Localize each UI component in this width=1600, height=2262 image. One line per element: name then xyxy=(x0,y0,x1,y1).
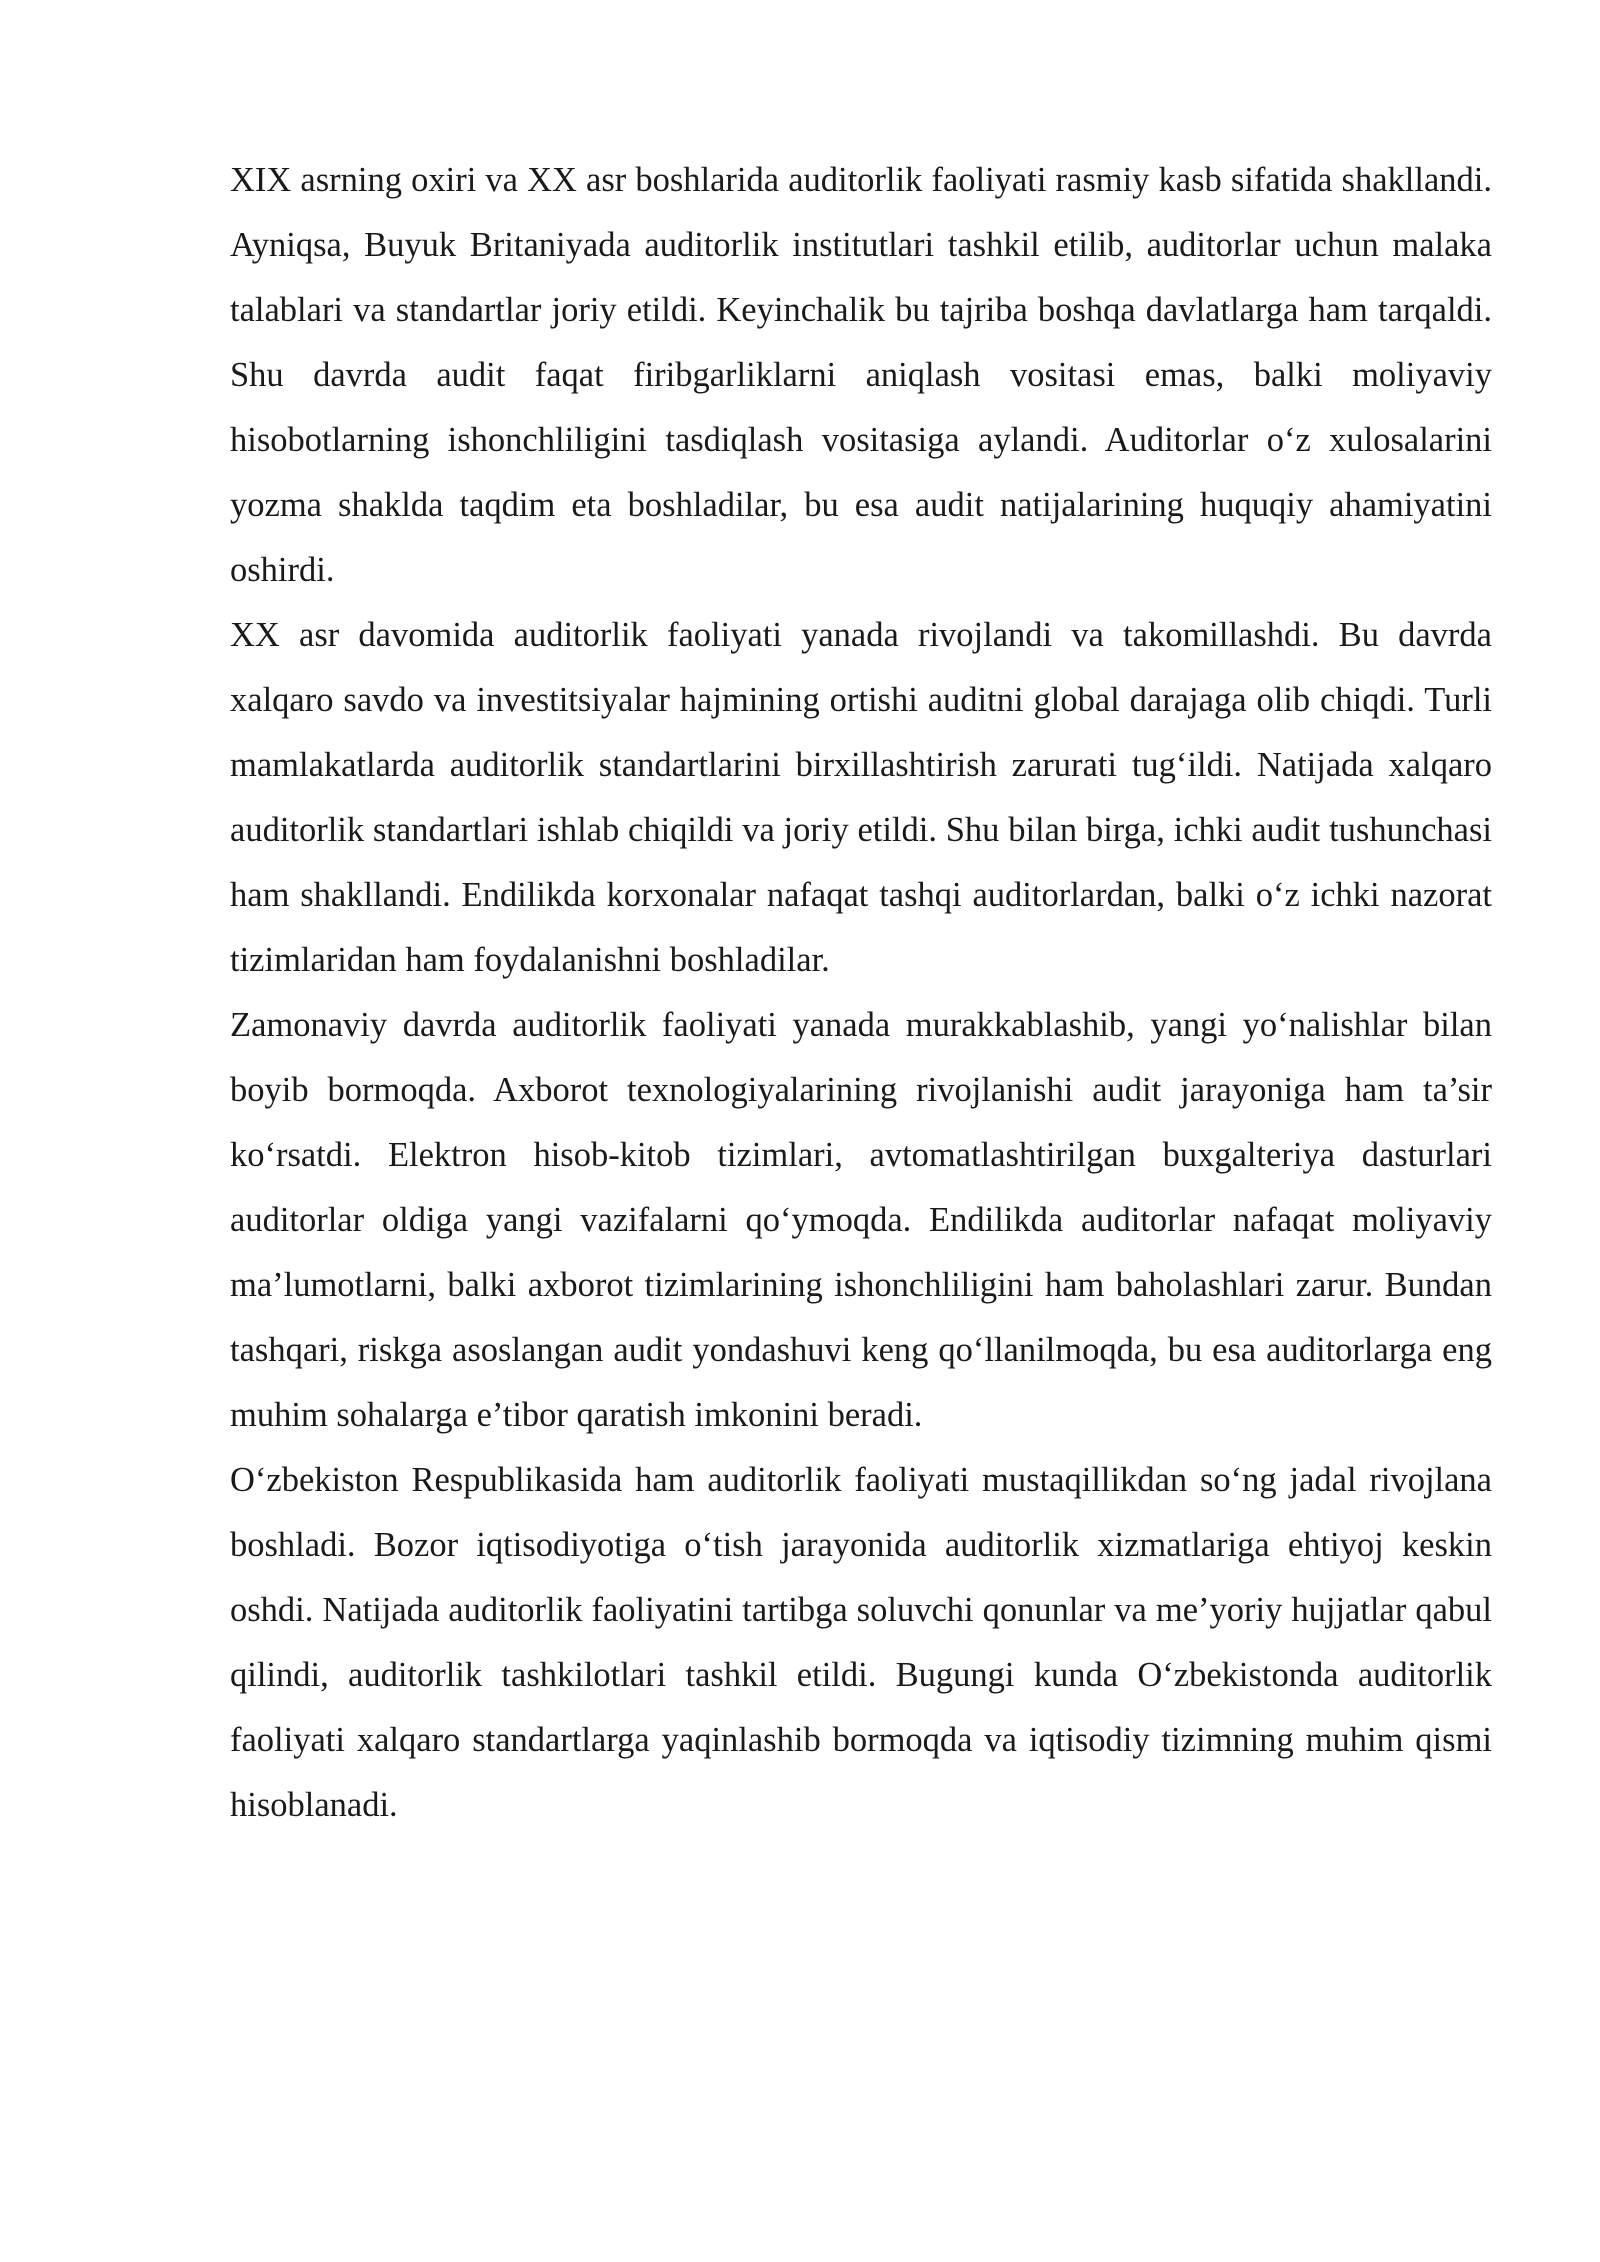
paragraph-1: XIX asrning oxiri va XX asr boshlarida auditorlik faoliyati rasmiy kasb sifatida shakllandi. Ayniqsa, Buyuk Britaniyada auditorlik institutlari tashkil etilib, auditorlar uchun malaka talablari va standartlar joriy etildi. Keyinchalik bu tajriba boshqa davlatlarga ham tarqaldi. Shu davrda audit faqat firibgarliklarni aniqlash vositasi emas, balki moliyaviy hisobotlarning ishonchliligini tasdiqlash vositasiga aylandi. Auditorlar oʻz xulosalarini yozma shaklda taqdim eta boshladilar, bu esa audit natijalarining huquqiy ahamiyatini oshirdi. xyxy=(230,161,1492,589)
document-body xyxy=(230,148,1492,1838)
paragraph-3: Zamonaviy davrda auditorlik faoliyati yanada murakkablashib, yangi yoʻnalishlar bilan boyib bormoqda. Axborot texnologiyalarining rivojlanishi audit jarayoniga ham ta’sir koʻrsatdi. Elektron hisob-kitob tizimlari, avtomatlashtirilgan buxgalteriya dasturlari auditorlar oldiga yangi vazifalarni qoʻymoqda. Endilikda auditorlar nafaqat moliyaviy ma’lumotlarni, balki axborot tizimlarining ishonchliligini ham baholashlari zarur. Bundan tashqari, riskga asoslangan audit yondashuvi keng qoʻllanilmoqda, bu esa auditorlarga eng muhim sohalarga e’tibor qaratish imkonini beradi. xyxy=(230,1006,1492,1434)
paragraph-2: XX asr davomida auditorlik faoliyati yanada rivojlandi va takomillashdi. Bu davrda xalqaro savdo va investitsiyalar hajmining ortishi auditni global darajaga olib chiqdi. Turli mamlakatlarda auditorlik standartlarini birxillashtirish zarurati tugʻildi. Natijada xalqaro auditorlik standartlari ishlab chiqildi va joriy etildi. Shu bilan birga, ichki audit tushunchasi ham shakllandi. Endilikda korxonalar nafaqat tashqi auditorlardan, balki oʻz ichki nazorat tizimlaridan ham foydalanishni boshladilar. xyxy=(230,616,1492,979)
paragraph-4: Oʻzbekiston Respublikasida ham auditorlik faoliyati mustaqillikdan soʻng jadal rivojlana boshladi. Bozor iqtisodiyotiga oʻtish jarayonida auditorlik xizmatlariga ehtiyoj keskin oshdi. Natijada auditorlik faoliyatini tartibga soluvchi qonunlar va me’yoriy hujjatlar qabul qilindi, auditorlik tashkilotlari tashkil etildi. Bugungi kunda Oʻzbekistonda auditorlik faoliyati xalqaro standartlarga yaqinlashib bormoqda va iqtisodiy tizimning muhim qismi hisoblanadi. xyxy=(230,1461,1492,1824)
